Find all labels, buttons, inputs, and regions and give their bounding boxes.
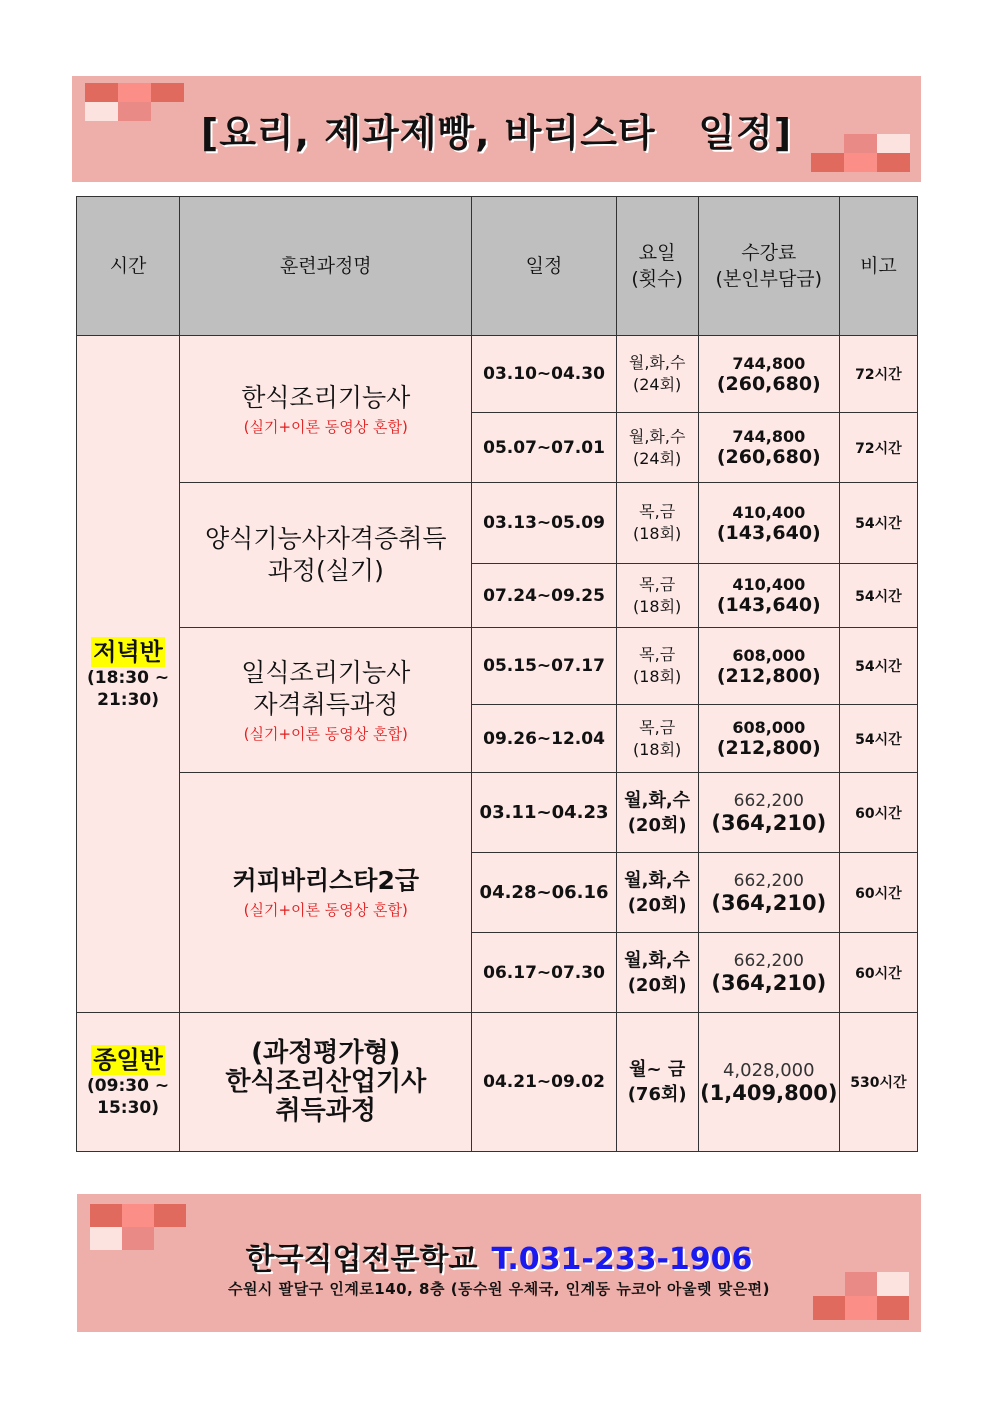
day-cell: 월~ 금 (76회) [616,1013,698,1152]
date-cell: 04.21~09.02 [472,1013,616,1152]
fee-total: 744,800 [732,427,806,446]
decor-square [844,153,877,172]
header-time: 시간 [77,197,180,336]
table-row [77,773,918,853]
fee-self: (364,210) [711,970,827,995]
decor-square [122,1204,154,1227]
decor-square [877,1272,909,1296]
course-cell [180,628,472,773]
time-group-evening [77,336,180,1013]
date-cell: 03.13~05.09 [472,483,616,564]
header-day: 요일 (횟수) [616,197,698,336]
date-cell: 07.24~09.25 [472,564,616,628]
fee-self: (260,680) [716,372,821,395]
decor-square [85,83,118,102]
header-course: 훈련과정명 [180,197,472,336]
fee-cell [698,336,839,413]
fee-total: 662,200 [733,870,804,891]
table-row [77,628,918,705]
time-range: (18:30 ~ 21:30) [87,668,170,710]
fee-cell [698,413,839,483]
course-sub: (실기+이론 동영상 혼합) [243,417,408,436]
fee-cell [698,933,839,1013]
fee-self: (364,210) [711,890,827,915]
date-cell: 03.11~04.23 [472,773,616,853]
decor-square [90,1204,122,1227]
header-date: 일정 [472,197,616,336]
fee-total: 608,000 [732,718,806,737]
date-cell: 09.26~12.04 [472,705,616,773]
table-row [77,1013,918,1152]
header-note: 비고 [839,197,917,336]
decor-square [813,1296,845,1320]
date-cell: 04.28~06.16 [472,853,616,933]
fee-cell [698,853,839,933]
fee-self: (143,640) [716,521,821,544]
note-cell: 54시간 [839,564,917,628]
day-cell: 목,금 (18회) [616,564,698,628]
fee-total: 662,200 [733,950,804,971]
course-name: 일식조리기능사 자격취득과정 [241,657,411,719]
fee-cell [698,483,839,564]
fee-self: (212,800) [716,737,821,759]
date-cell: 05.15~07.17 [472,628,616,705]
decor-square [844,134,877,153]
note-cell: 54시간 [839,628,917,705]
note-cell: 530시간 [839,1013,917,1152]
school-name: 한국직업전문학교 [245,1242,478,1277]
day-cell: 월,화,수 (20회) [616,773,698,853]
day-cell: 월,화,수 (20회) [616,853,698,933]
note-cell: 54시간 [839,705,917,773]
course-cell [180,773,472,1013]
fee-self: (364,210) [711,810,827,835]
fee-self: (1,409,800) [700,1080,838,1105]
course-cell [180,336,472,483]
fee-self: (143,640) [716,594,821,616]
decor-square [877,153,910,172]
day-cell: 목,금 (18회) [616,705,698,773]
fee-cell [698,564,839,628]
course-sub: (실기+이론 동영상 혼합) [243,724,408,743]
time-label: 저녁반 [93,638,163,666]
note-cell: 72시간 [839,413,917,483]
course-cell [180,1013,472,1152]
address: 수원시 팔달구 인계로140, 8층 (동수원 우체국, 인계동 뉴코아 아울렛 맞은편) [227,1280,771,1298]
header-fee: 수강료 (본인부담금) [698,197,839,336]
decor-square [154,1204,186,1227]
fee-total: 4,028,000 [722,1059,815,1081]
decor-square [811,153,844,172]
fee-total: 608,000 [732,645,806,665]
fee-cell [698,1013,839,1152]
table-header-row [77,197,918,336]
fee-total: 662,200 [733,790,804,811]
date-cell: 03.10~04.30 [472,336,616,413]
day-cell: 월,화,수 (20회) [616,933,698,1013]
decor-square [877,1296,909,1320]
page-title: [요리, 제과제빵, 바리스타 일정] [200,111,793,155]
day-cell: 목,금 (18회) [616,483,698,564]
school-contact [77,1234,921,1278]
date-cell: 05.07~07.01 [472,413,616,483]
day-cell: 목,금 (18회) [616,628,698,705]
decor-square [877,134,910,153]
note-cell: 72시간 [839,336,917,413]
table-row [77,483,918,564]
table-row [77,336,918,413]
date-cell: 06.17~07.30 [472,933,616,1013]
title-banner [72,76,921,182]
fee-self: (260,680) [716,446,821,468]
fee-cell [698,773,839,853]
decor-square [151,83,184,102]
schedule-table [76,196,918,1152]
footer-banner [77,1194,921,1332]
day-cell: 월,화,수 (24회) [616,336,698,413]
note-cell: 60시간 [839,933,917,1013]
note-cell: 54시간 [839,483,917,564]
day-cell: 월,화,수 (24회) [616,413,698,483]
decor-square [845,1272,877,1296]
time-group-fullday [77,1013,180,1152]
time-range: (09:30 ~ 15:30) [87,1076,170,1118]
phone-number[interactable]: T.031-233-1906 [491,1242,753,1277]
course-name: 한식조리기능사 [241,382,411,412]
decor-square [118,83,151,102]
course-name: (과정평가형) 한식조리산업기사 취득과정 [225,1037,427,1126]
note-cell: 60시간 [839,853,917,933]
time-label: 종일반 [93,1046,163,1074]
course-name: 양식기능사자격증취득 과정(실기) [205,524,447,585]
decor-square [845,1296,877,1320]
fee-total: 410,400 [732,575,806,594]
fee-total: 744,800 [732,353,806,373]
course-name: 커피바리스타2급 [232,866,419,895]
note-cell: 60시간 [839,773,917,853]
course-cell [180,483,472,628]
fee-cell [698,628,839,705]
fee-total: 410,400 [732,502,806,522]
fee-self: (212,800) [716,664,821,687]
fee-cell [698,705,839,773]
course-sub: (실기+이론 동영상 혼합) [243,901,408,919]
